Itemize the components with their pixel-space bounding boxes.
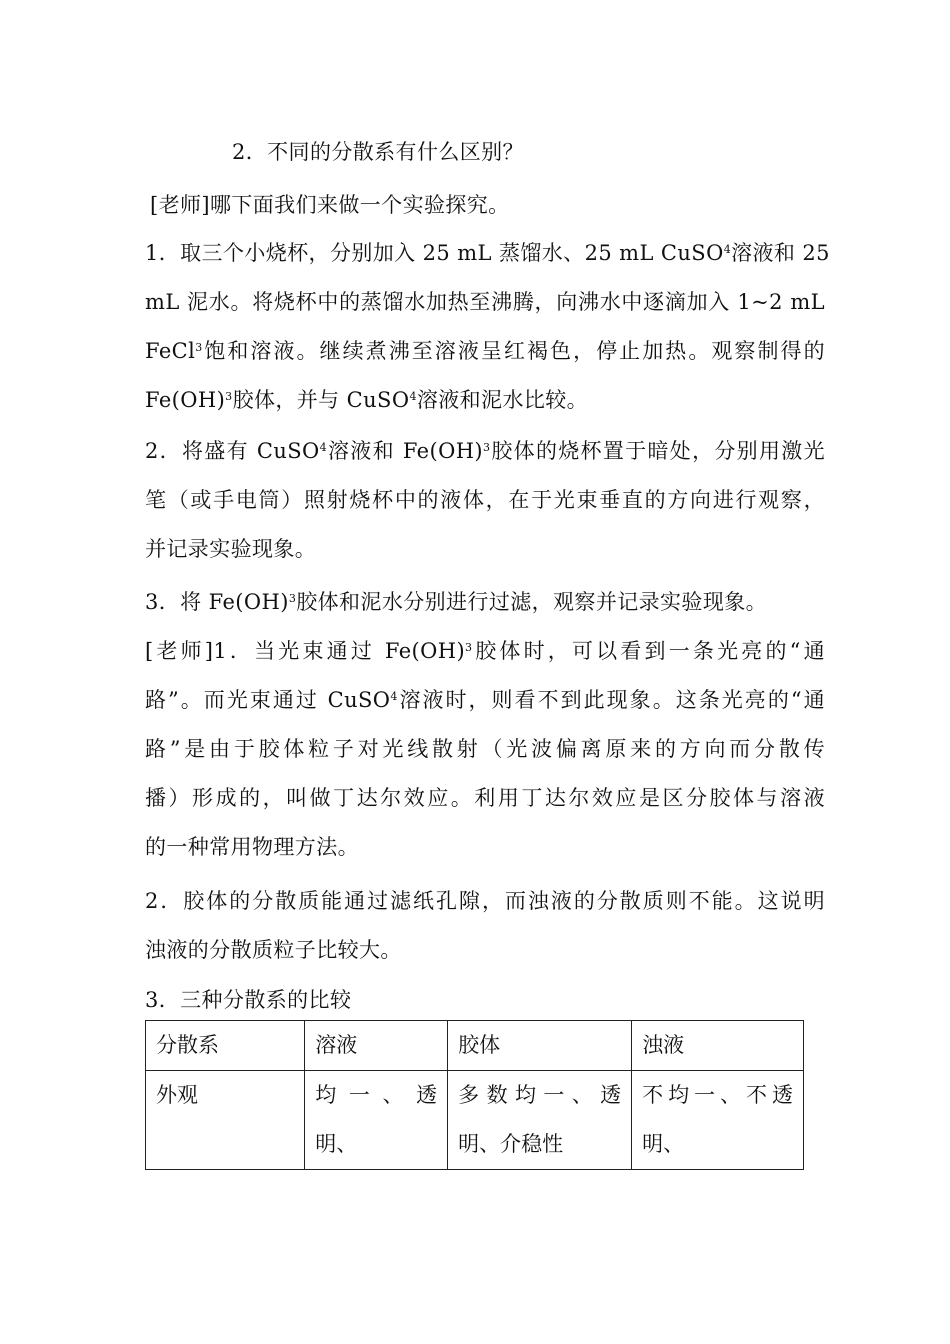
cell-suspension-appearance: 不均一、不透 明、 (632, 1071, 804, 1170)
table-header-row (146, 1021, 804, 1071)
header-cell-solution: 溶液 (305, 1021, 448, 1071)
experiment-step-2 (145, 427, 825, 574)
teacher-conclusion (145, 627, 825, 872)
step1-line4: Fe(OH)$^3$胶体，并与 CuSO$^4$溶液和泥水比较。 (145, 388, 589, 412)
step2-line2: 笔（或手电筒）照射烧杯中的液体，在于光束垂直的方向进行观察， (145, 488, 825, 512)
teacher-intro (150, 181, 830, 230)
table-row (146, 1071, 804, 1170)
conclusion-line1: [老师]1．当光束通过 Fe(OH)$^3$胶体时，可以看到一条光亮的“通 (145, 639, 825, 663)
step1-line1: 1．取三个小烧杯，分别加入 25 mL 蒸馏水、25 mL CuSO$^4$溶液和 25 (145, 241, 830, 265)
row-label-appearance: 外观 (146, 1071, 305, 1170)
cell-solution-appearance: 均 一 、 透 明、 (305, 1071, 448, 1170)
step2-line3: 并记录实验现象。 (145, 537, 317, 561)
experiment-step-1 (145, 229, 830, 425)
teacher-intro-text: [老师]哪下面我们来做一个实验探究。 (150, 193, 510, 217)
header-cell-dispersion: 分散系 (146, 1021, 305, 1071)
step2-line1: 2．将盛有 CuSO$^4$溶液和 Fe(OH)$^3$胶体的烧杯置于暗处，分别用激光 (145, 439, 825, 463)
conclusion-line4: 播）形成的，叫做丁达尔效应。利用丁达尔效应是区分胶体与溶液 (145, 786, 825, 810)
step1-line2: mL 泥水。将烧杯中的蒸馏水加热至沸腾，向沸水中逐滴加入 1~2 mL (145, 290, 825, 314)
point3-title-text: 3．三种分散系的比较 (145, 988, 352, 1012)
cell-colloid-appearance: 多 数 均 一 、 透 明、介稳性 (448, 1071, 632, 1170)
step1-line3: FeCl$^3$饱和溶液。继续煮沸至溶液呈红褐色，停止加热。观察制得的 (145, 339, 825, 363)
conclusion-line2: 路”。而光束通过 CuSO$^4$溶液时，则看不到此现象。这条光亮的“通 (145, 688, 825, 712)
point-2 (145, 877, 825, 975)
dispersion-comparison-table (145, 1020, 804, 1170)
header-cell-colloid: 胶体 (448, 1021, 632, 1071)
conclusion-line5: 的一种常用物理方法。 (145, 835, 359, 859)
point2-line2: 浊液的分散质粒子比较大。 (145, 938, 402, 962)
question-text: 2．不同的分散系有什么区别？ (232, 140, 524, 164)
point-3-title (145, 976, 825, 1025)
point2-line1: 2．胶体的分散质能通过滤纸孔隙，而浊液的分散质则不能。这说明 (145, 889, 825, 913)
header-cell-suspension: 浊液 (632, 1021, 804, 1071)
section-question (232, 128, 912, 177)
experiment-step-3 (145, 578, 825, 627)
step3-line1: 3．将 Fe(OH)$^3$胶体和泥水分别进行过滤，观察并记录实验现象。 (145, 590, 768, 614)
conclusion-line3: 路”是由于胶体粒子对光线散射（光波偏离原来的方向而分散传 (145, 737, 825, 761)
